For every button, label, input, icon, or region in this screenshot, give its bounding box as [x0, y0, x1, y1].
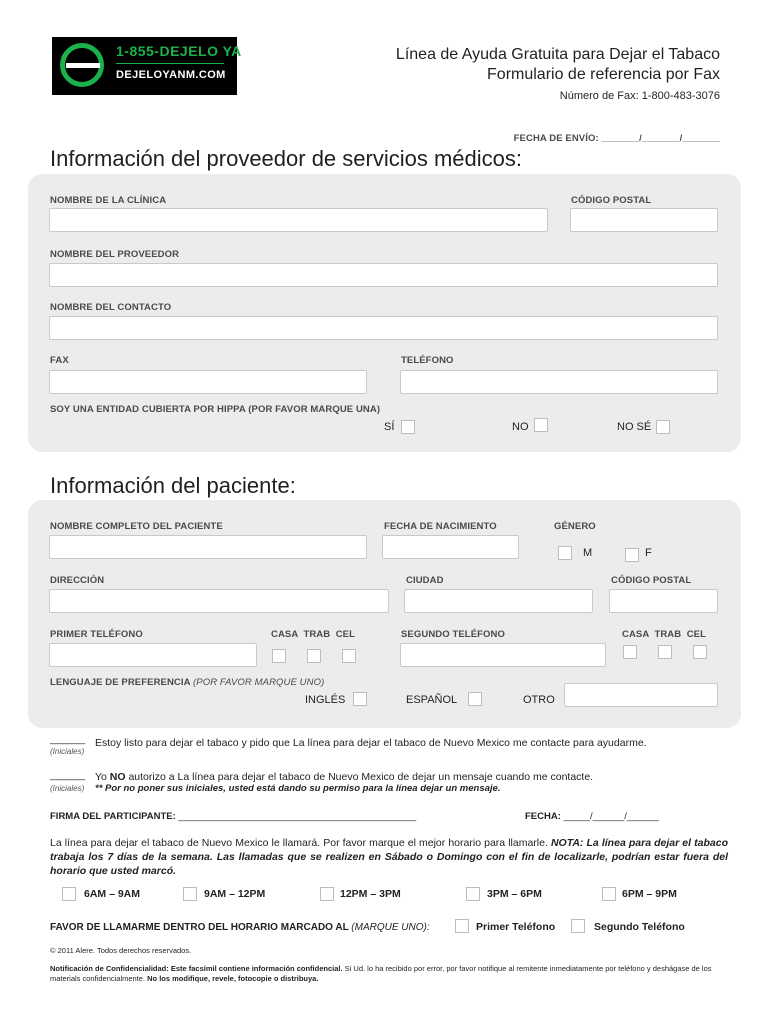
no-message-text: Yo NO autorizo a La línea para dejar el tabaco de Nuevo Mexico de dejar un mensaje cuando me contacte. [95, 771, 594, 783]
gender-m-checkbox[interactable] [558, 546, 572, 560]
second-phone-field[interactable] [400, 643, 606, 667]
slot-2-checkbox[interactable] [183, 887, 197, 901]
patient-name-label: NOMBRE COMPLETO DEL PACIENTE [50, 521, 223, 532]
call-second-phone-checkbox[interactable] [571, 919, 585, 933]
signature-line[interactable]: _____________________________________________ [178, 811, 417, 822]
lang-english-label: INGLÉS [305, 694, 346, 706]
hippa-dontknow-label: NO SÉ [617, 421, 652, 433]
first-phone-label: PRIMER TELÉFONO [50, 629, 143, 640]
call-first-phone-label: Primer Teléfono [476, 921, 556, 933]
provider-name-label: NOMBRE DEL PROVEEDOR [50, 249, 180, 260]
gender-label: GÉNERO [554, 521, 596, 532]
initials-caption-1: (Iniciales) [50, 747, 85, 756]
logo-site: DEJELOYANM.COM [116, 69, 226, 81]
patient-name-field[interactable] [49, 535, 367, 559]
lang-spanish-checkbox[interactable] [468, 692, 482, 706]
gender-f-label: F [645, 547, 652, 559]
lang-other-field[interactable] [564, 683, 718, 707]
slot-4-checkbox[interactable] [466, 887, 480, 901]
slot-3-checkbox[interactable] [320, 887, 334, 901]
provider-name-field[interactable] [49, 263, 718, 287]
signature-date-row: FECHA: _____/______/______ [525, 811, 659, 822]
call-second-phone-label: Segundo Teléfono [594, 921, 685, 933]
second-phone-trab-checkbox[interactable] [658, 645, 672, 659]
quitline-logo [52, 37, 242, 95]
form-title-line1: Línea de Ayuda Gratuita para Dejar el Tabaco [395, 46, 720, 63]
logo-ring-icon [60, 43, 104, 87]
initials-blank-2[interactable]: ______ [50, 769, 86, 781]
slot-1-label: 6AM – 9AM [84, 888, 141, 900]
call-first-phone-checkbox[interactable] [455, 919, 469, 933]
copyright: © 2011 Alere. Todos derechos reservados. [50, 946, 192, 955]
patient-postal-label: CÓDIGO POSTAL [611, 575, 692, 586]
no-initials-note: ** Por no poner sus iniciales, usted está dando su permiso para la línea dejar un mensaje. [95, 783, 501, 794]
second-phone-casa-checkbox[interactable] [623, 645, 637, 659]
fax-field[interactable] [49, 370, 367, 394]
schedule-intro: La línea para dejar el tabaco de Nuevo Mexico le llamará. Por favor marque el mejor horario para llamarle. NOTA: La línea para dejar el tabaco trabaja los 7 días de la semana. Las llamadas que se realizen en Sábado o Domingo con el fin de localizarle, podrían estar fuera del horario que usted marcó. [50, 837, 728, 877]
language-label: LENGUAJE DE PREFERENCIA (POR FAVOR MARQUE UNO) [50, 677, 325, 688]
initials-caption-2: (Iniciales) [50, 784, 85, 793]
slot-3-label: 12PM – 3PM [340, 888, 401, 900]
clinic-postal-field[interactable] [570, 208, 718, 232]
hippa-no-label: NO [512, 421, 529, 433]
clinic-postal-label: CÓDIGO POSTAL [571, 195, 652, 206]
initials-blank-1[interactable]: ______ [50, 733, 86, 745]
call-within-label: FAVOR DE LLAMARME DENTRO DEL HORARIO MARCADO AL (MARQUE UNO): [50, 922, 430, 933]
city-field[interactable] [404, 589, 593, 613]
first-phone-casa-checkbox[interactable] [272, 649, 286, 663]
hippa-yes-label: SÍ [384, 421, 395, 433]
lang-spanish-label: ESPAÑOL [406, 694, 458, 706]
second-phone-types: CASA TRAB CEL [622, 629, 707, 640]
slot-4-label: 3PM – 6PM [487, 888, 542, 900]
phone-label: TELÉFONO [401, 355, 454, 366]
hippa-no-checkbox[interactable] [534, 418, 548, 432]
hippa-dontknow-checkbox[interactable] [656, 420, 670, 434]
slot-5-label: 6PM – 9PM [622, 888, 677, 900]
slot-2-label: 9AM – 12PM [204, 888, 266, 900]
form-title-line2: Formulario de referencia por Fax [487, 66, 720, 83]
address-field[interactable] [49, 589, 389, 613]
slot-5-checkbox[interactable] [602, 887, 616, 901]
birth-date-field[interactable] [382, 535, 519, 559]
first-phone-cel-checkbox[interactable] [342, 649, 356, 663]
patient-postal-field[interactable] [609, 589, 718, 613]
fax-number: Número de Fax: 1-800-483-3076 [559, 90, 720, 102]
birth-date-label: FECHA DE NACIMIENTO [384, 521, 497, 532]
slot-1-checkbox[interactable] [62, 887, 76, 901]
contact-name-field[interactable] [49, 316, 718, 340]
address-label: DIRECCIÓN [50, 575, 105, 586]
contact-name-label: NOMBRE DEL CONTACTO [50, 302, 172, 313]
hippa-yes-checkbox[interactable] [401, 420, 415, 434]
hippa-question: SOY UNA ENTIDAD CUBIERTA POR HIPPA (POR FAVOR MARQUE UNA) [50, 404, 381, 415]
second-phone-label: SEGUNDO TELÉFONO [401, 629, 505, 640]
confidentiality-notice: Notificación de Confidencialidad: Este facsímil contiene información confidencial. Si Ud. lo ha recibido por error, por favor notifique al remitente inmediatamente por teléfono y deshágase de los materials confidencialmente. No los modifique, revele, fotocopie o distribuya. [50, 964, 712, 983]
city-label: CIUDAD [406, 575, 444, 586]
provider-section-title: Información del proveedor de servicios médicos: [50, 146, 523, 171]
phone-field[interactable] [400, 370, 718, 394]
ready-to-quit-text: Estoy listo para dejar el tabaco y pido que La línea para dejar el tabaco de Nuevo Mexico me contacte para ayudarme. [95, 737, 647, 749]
lang-english-checkbox[interactable] [353, 692, 367, 706]
gender-m-label: M [583, 547, 593, 559]
first-phone-trab-checkbox[interactable] [307, 649, 321, 663]
lang-other-label: OTRO [523, 694, 555, 706]
clinic-name-field[interactable] [49, 208, 548, 232]
signature-row: FIRMA DEL PARTICIPANTE: _____________________________________________ [50, 811, 417, 822]
first-phone-field[interactable] [49, 643, 257, 667]
second-phone-cel-checkbox[interactable] [693, 645, 707, 659]
gender-f-checkbox[interactable] [625, 548, 639, 562]
patient-section-title: Información del paciente: [50, 473, 296, 498]
clinic-name-label: NOMBRE DE LA CLÍNICA [50, 195, 167, 206]
signature-date-line[interactable]: _____/______/______ [563, 811, 659, 822]
fax-label: FAX [50, 355, 69, 366]
send-date-label[interactable]: FECHA DE ENVÍO: _______/_______/_______ [513, 133, 720, 144]
logo-phone: 1-855-DEJELO YA [116, 43, 242, 59]
first-phone-types: CASA TRAB CEL [271, 629, 356, 640]
